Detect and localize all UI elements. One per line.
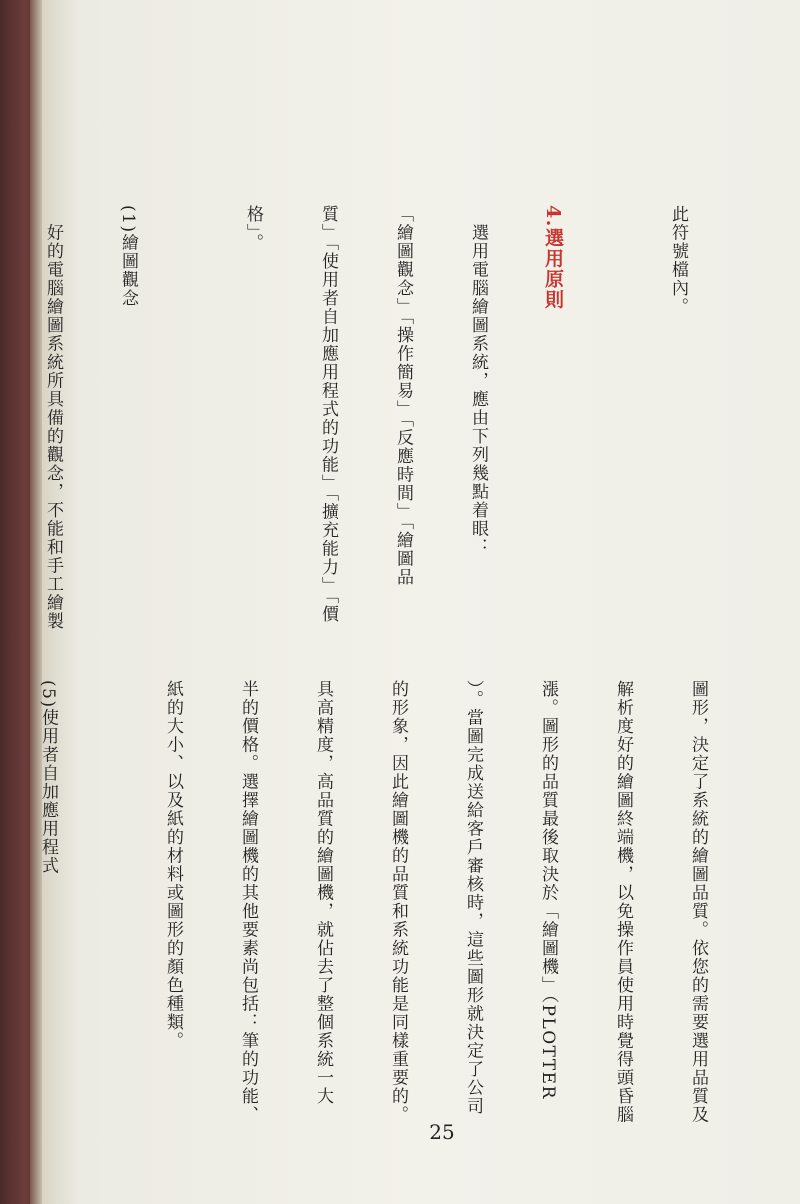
text-line: 此符號檔內。 [668, 205, 688, 316]
bottom-text-block [0, 680, 760, 1124]
section-heading: 4.選用原則 [542, 205, 564, 310]
text-line: 半的價格。選擇繪圖機的其他要素尚包括：筆的功能、 [238, 680, 258, 1124]
text-line: 紙的大小、以及紙的材料或圖形的顏色種類。 [163, 680, 183, 1050]
text-line: 的形象，因此繪圖機的品質和系統功能是同樣重要的。 [388, 680, 408, 1124]
book-page [38, 0, 800, 1204]
top-text-block [0, 205, 740, 665]
text-line: 解析度好的繪圖終端機，以免操作員使用時覺得頭昏腦 [613, 680, 633, 1124]
page-number: 25 [429, 1120, 455, 1144]
text-line: 「繪圖觀念」「操作簡易」「反應時間」「繪圖品 [393, 205, 413, 587]
text-line: ）。當圖完成送給客戶審核時，這些圖形就決定了公司 [463, 680, 483, 1116]
text-line: 具高精度，高品質的繪圖機，就佔去了整個系統一大 [313, 680, 333, 1106]
subheading: (1)繪圖觀念 [118, 205, 138, 308]
text-line: 漲。圖形的品質最後取決於「繪圖機」（PLOTTER [538, 680, 558, 1100]
text-line: 好的電腦繪圖系統所具備的觀念，不能和手工繪製 [43, 205, 63, 631]
subheading: (5)使用者自加應用程式 [38, 680, 58, 876]
text-line: 格」。 [243, 205, 263, 252]
text-line: 圖形，決定了系統的繪圖品質。依您的需要選用品質及 [688, 680, 708, 1124]
text-line: 質」「使用者自加應用程式的功能」「擴充能力」「價 [318, 205, 338, 624]
text-line: 選用電腦繪圖系統，應由下列幾點着眼： [468, 205, 488, 557]
